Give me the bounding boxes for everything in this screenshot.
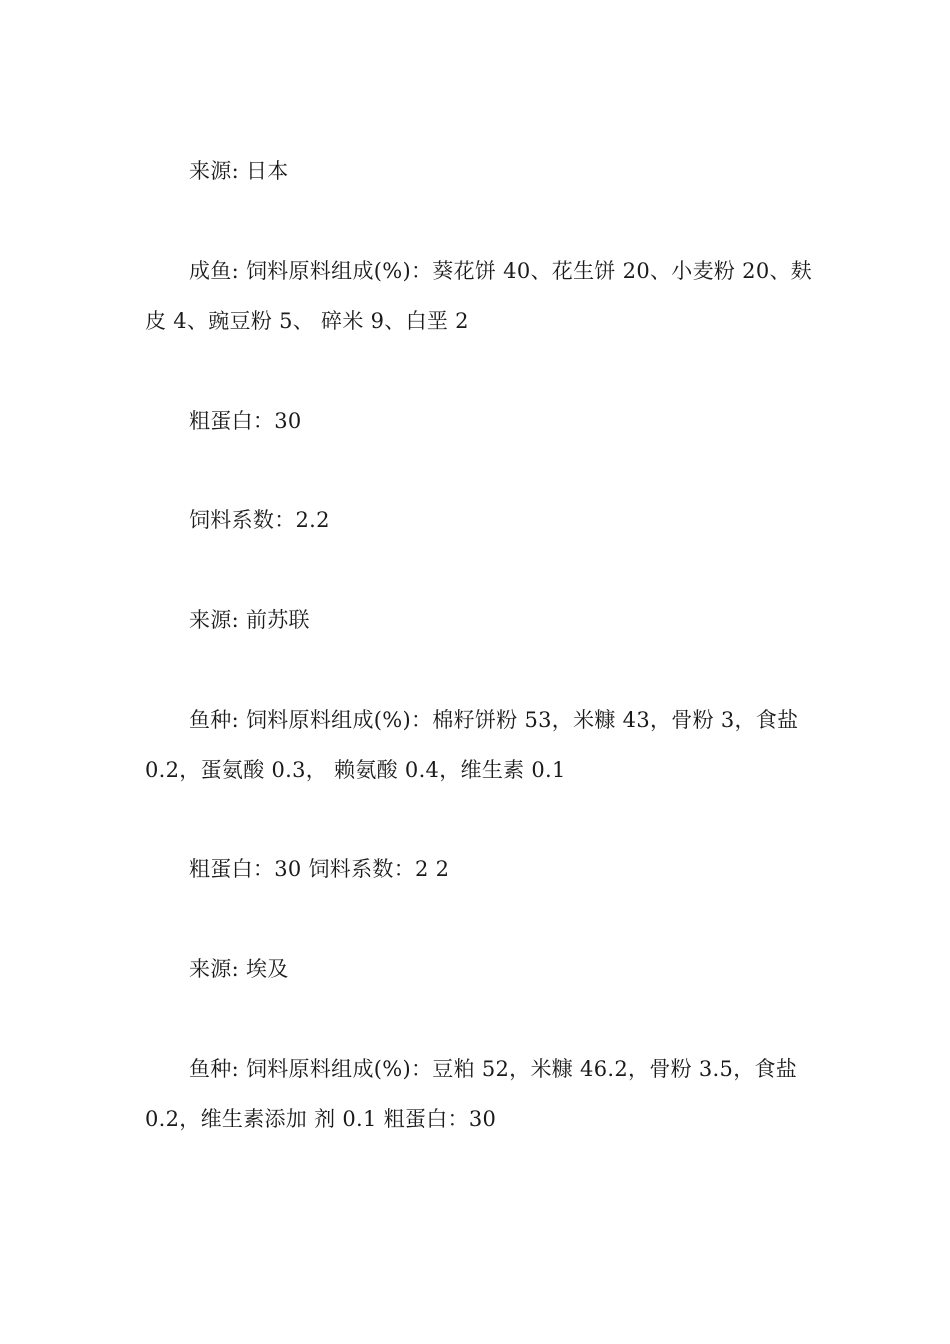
fingerling-feed-composition-egypt: 鱼种: 饲料原料组成(%)：豆粕 52，米糠 46.2，骨粉 3.5，食盐 0.2，维生素添加 剂 0.1 粗蛋白：30	[145, 1057, 798, 1131]
adult-fish-feed-composition: 成鱼: 饲料原料组成(%)：葵花饼 40、花生饼 20、小麦粉 20、麸皮 4、豌豆粉 5、 碎米 9、白垩 2	[145, 259, 813, 333]
protein-and-coefficient-soviet: 粗蛋白：30 饲料系数：2 2	[189, 857, 450, 881]
crude-protein-japan: 粗蛋白：30	[189, 409, 302, 433]
feed-coefficient-japan: 饲料系数：2.2	[189, 508, 330, 532]
source-egypt: 来源: 埃及	[189, 957, 289, 981]
source-japan: 来源: 日本	[189, 159, 289, 183]
source-former-soviet-union: 来源: 前苏联	[189, 608, 310, 632]
fingerling-feed-composition-soviet: 鱼种: 饲料原料组成(%)：棉籽饼粉 53，米糠 43，骨粉 3，食盐 0.2，蛋氨酸 0.3， 赖氨酸 0.4，维生素 0.1	[145, 708, 799, 782]
